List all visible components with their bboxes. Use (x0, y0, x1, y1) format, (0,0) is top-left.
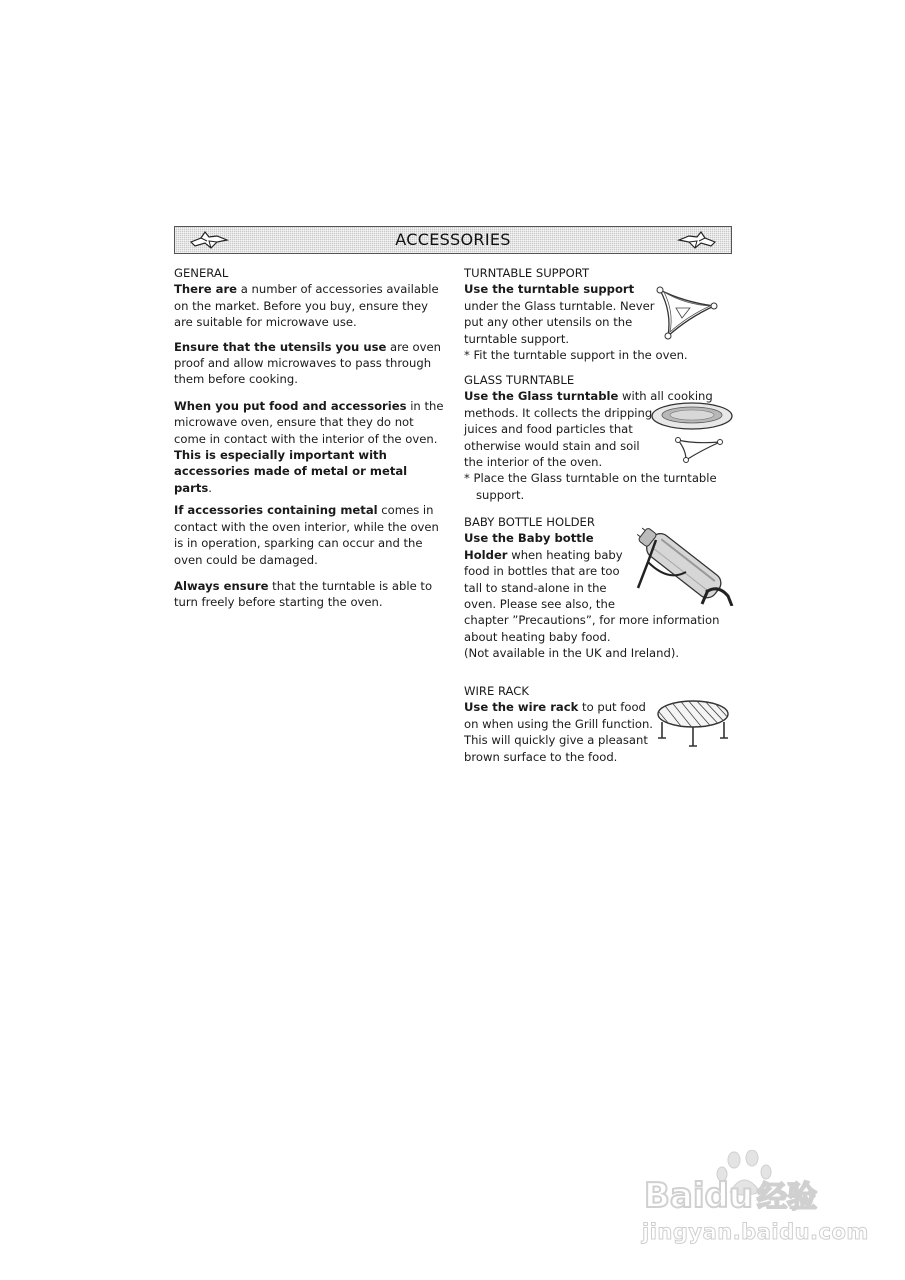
wire-rack-section: WIRE RACK Use the wire rack to put food on when using the Grill function. This will quickly give a pleasant brown surface to the food. (464, 683, 726, 765)
turntable-support-section: TURNTABLE SUPPORT Use the turntable support under the Glass turntable. Never put any other utensils on the turntable support. * Fit the turntable support in the oven. (464, 265, 726, 363)
glass-turntable-note: * Place the Glass turntable on the turntable support. (464, 471, 717, 502)
wire-rack-heading: WIRE RACK (464, 684, 529, 698)
general-paragraph-3: When you put food and accessories in the microwave oven, ensure that they do not come in contact with the interior of the oven. This is especially important with accessories made of metal or metal parts. (174, 398, 444, 495)
general-paragraph-2: Ensure that the utensils you use are oven proof and allow microwaves to pass through them before cooking. (174, 339, 441, 387)
glass-turntable-heading: GLASS TURNTABLE (464, 373, 575, 387)
general-paragraph-4: If accessories containing metal comes in contact with the oven interior, while the oven is in operation, sparking can occur and the oven could be damaged. (174, 503, 439, 567)
hand-icon (675, 228, 719, 252)
baby-bottle-lead: Use the Baby bottle (464, 531, 594, 546)
baby-bottle-heading: BABY BOTTLE HOLDER (464, 515, 595, 529)
wire-rack-lead: Use the wire rack (464, 700, 579, 715)
section-banner (174, 226, 732, 254)
watermark-brand: Bai (644, 1176, 705, 1216)
turntable-support-heading: TURNTABLE SUPPORT (464, 266, 590, 280)
baby-bottle-holder-section: BABY BOTTLE HOLDER Use the Baby bottle Holder when heating baby food in bottles that are too tall to stand-alone in the oven. Please see also, the chapter ”Precautions”, for more information about heating baby food. (Not available in the UK and Ireland). (464, 514, 726, 662)
baby-bottle-holder-illustration (628, 522, 734, 606)
turntable-support-lead: Use the turntable support (464, 282, 635, 297)
general-heading: GENERAL (174, 266, 229, 280)
general-paragraph-5: Always ensure that the turntable is able to turn freely before starting the oven. (174, 578, 433, 610)
glass-turntable-illustration (650, 400, 734, 464)
page-title: ACCESSORIES (395, 230, 511, 249)
glass-turntable-lead: Use the Glass turntable (464, 389, 619, 404)
watermark-url: jingyan.baidu.com (642, 1220, 869, 1244)
watermark-cn: 经验 (757, 1180, 818, 1215)
general-paragraph-1: There are a number of accessories available on the market. Before you buy, ensure they are suitable for microwave use. (174, 282, 439, 330)
glass-turntable-section: GLASS TURNTABLE Use the Glass turntable with all cooking methods. It collects the dripping juices and food particles that otherwise would stain and soil the interior of the oven. * Place the Glass turntable on the turntable support. (464, 372, 726, 503)
turntable-support-illustration (654, 284, 720, 342)
wire-rack-illustration (654, 696, 732, 750)
general-section (174, 265, 444, 611)
turntable-support-note: * Fit the turntable support in the oven. (464, 348, 688, 363)
watermark-brand-2: du (704, 1176, 754, 1216)
baidu-watermark (640, 1150, 869, 1250)
